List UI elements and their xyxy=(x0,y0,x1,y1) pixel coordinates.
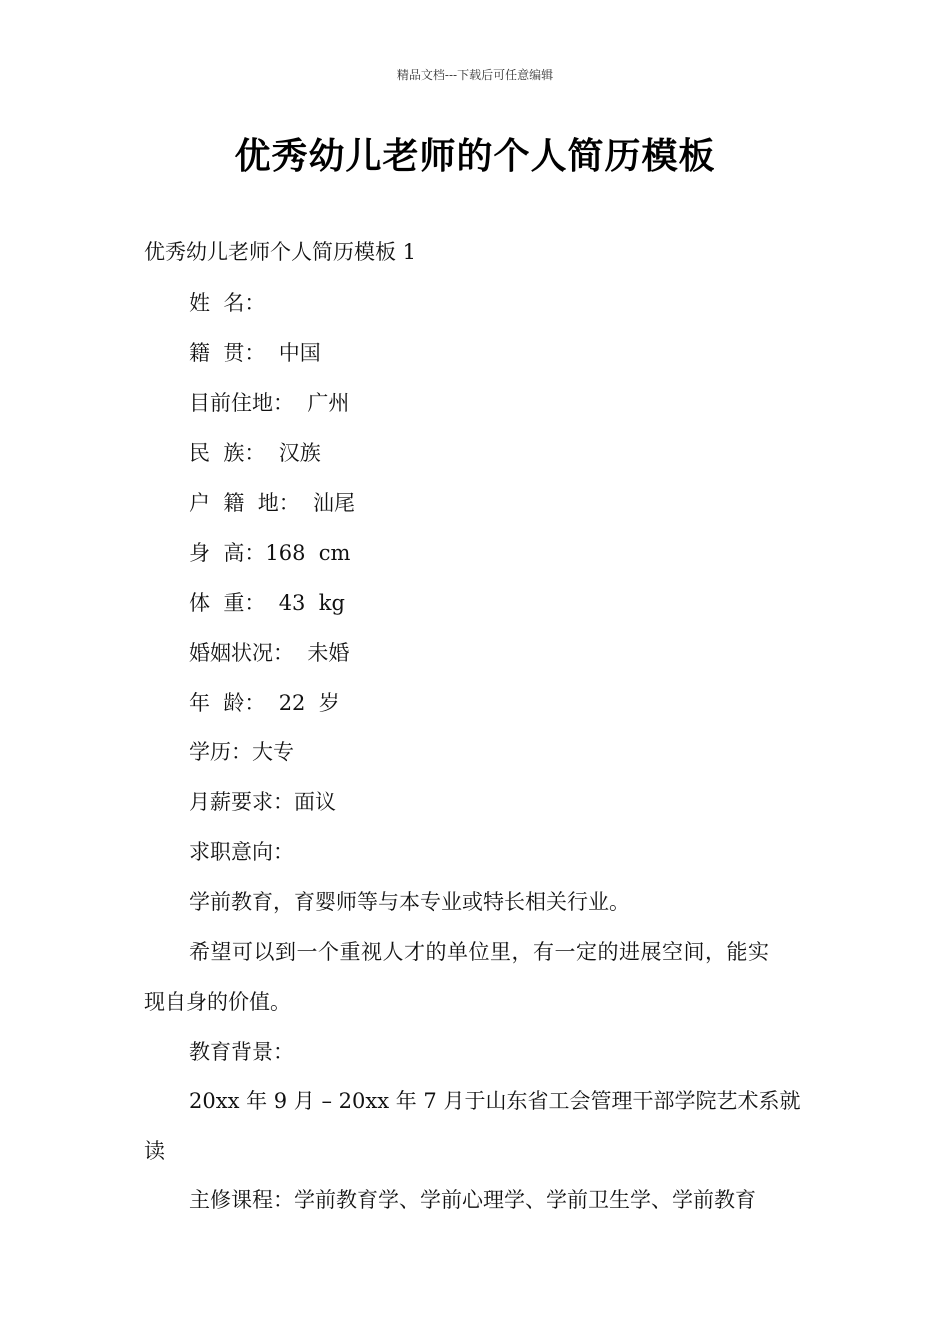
field-name: 姓 名： xyxy=(189,291,266,315)
education-line-1: 20xx 年 9 月 – 20xx 年 7 月于山东省工会管理干部学院艺术系就 xyxy=(189,1089,801,1113)
field-native-place: 籍 贯： 中国 xyxy=(189,341,321,365)
page-header: 精品文档---下载后可任意编辑 xyxy=(396,68,554,82)
field-height: 身 高：168 cm xyxy=(189,541,351,565)
field-marital-status: 婚姻状况： 未婚 xyxy=(189,641,350,665)
field-job-intention: 求职意向： xyxy=(189,840,294,864)
field-education: 学历：大专 xyxy=(189,740,294,764)
field-household-registration: 户 籍 地： 汕尾 xyxy=(189,491,356,515)
resume-subtitle: 优秀幼儿老师个人简历模板 1 xyxy=(144,240,417,264)
courses-line-1: 主修课程：学前教育学、学前心理学、学前卫生学、学前教育 xyxy=(189,1188,756,1212)
field-salary: 月薪要求：面议 xyxy=(189,790,336,814)
education-heading: 教育背景： xyxy=(189,1040,294,1064)
field-weight: 体 重： 43 kg xyxy=(189,591,345,615)
hope-line-2: 现自身的价值。 xyxy=(144,990,291,1014)
field-age: 年 龄： 22 岁 xyxy=(189,691,340,715)
objective-text: 学前教育，育婴师等与本专业或特长相关行业。 xyxy=(189,890,630,914)
field-ethnicity: 民 族： 汉族 xyxy=(189,441,321,465)
hope-line-1: 希望可以到一个重视人才的单位里，有一定的进展空间，能实 xyxy=(189,940,770,964)
field-current-residence: 目前住地： 广州 xyxy=(189,391,350,415)
document-title: 优秀幼儿老师的个人简历模板 xyxy=(234,135,716,177)
education-line-2: 读 xyxy=(144,1139,165,1163)
